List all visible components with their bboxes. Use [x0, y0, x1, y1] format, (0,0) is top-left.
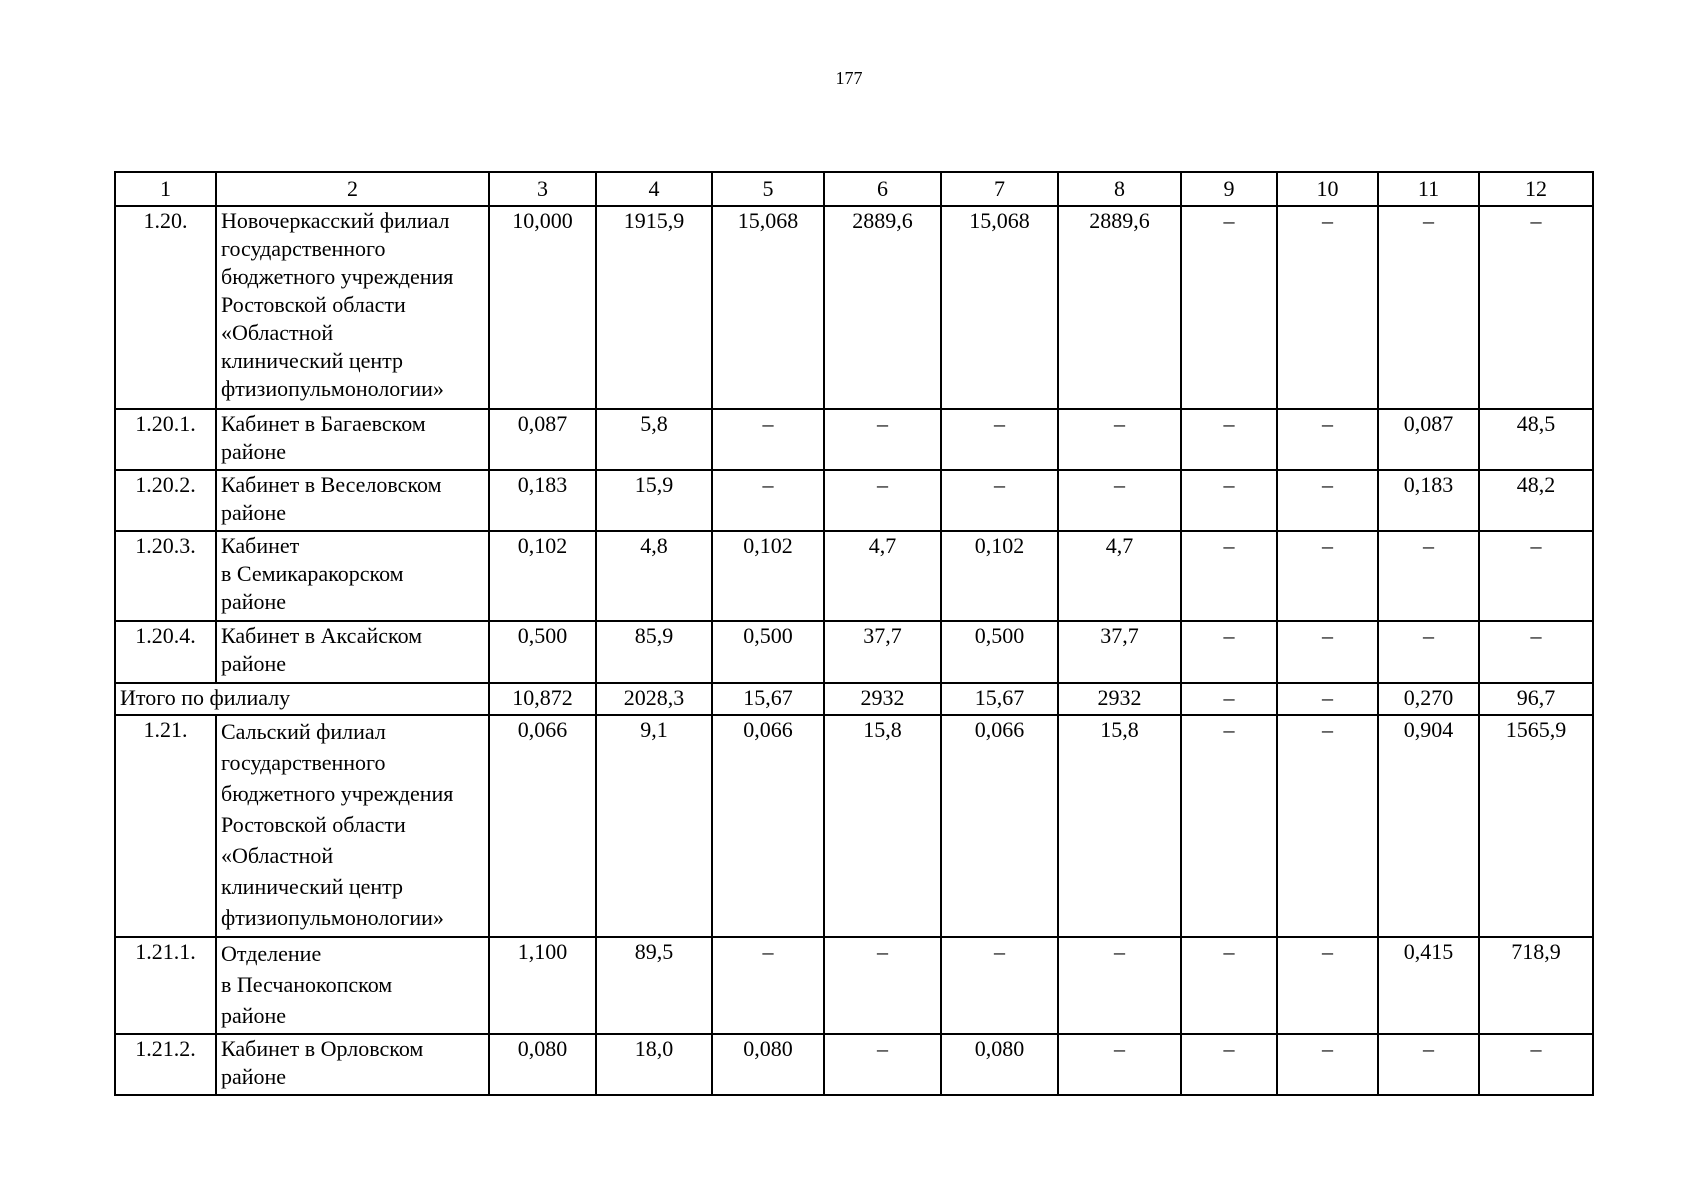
- header-cell: 6: [824, 172, 941, 206]
- table-row: [115, 621, 1593, 683]
- value-cell: 1565,9: [1479, 715, 1593, 937]
- row-id: 1.21.: [115, 715, 216, 937]
- row-name: Кабинет в Багаевском районе: [216, 409, 489, 470]
- table-row: [115, 531, 1593, 621]
- value-cell: 48,5: [1479, 409, 1593, 470]
- value-cell: 2889,6: [824, 206, 941, 409]
- value-cell: –: [1378, 1034, 1479, 1095]
- total-value-cell: 2028,3: [596, 683, 712, 715]
- row-id: 1.20.: [115, 206, 216, 409]
- header-row: [115, 172, 1593, 206]
- total-label: Итого по филиалу: [115, 683, 489, 715]
- row-name: Отделение в Песчанокопском районе: [216, 937, 489, 1034]
- value-cell: 0,080: [941, 1034, 1058, 1095]
- data-table: [114, 171, 1594, 1096]
- total-value-cell: 15,67: [712, 683, 824, 715]
- value-cell: –: [1181, 531, 1277, 621]
- row-id: 1.21.1.: [115, 937, 216, 1034]
- value-cell: –: [1181, 937, 1277, 1034]
- total-value-cell: 96,7: [1479, 683, 1593, 715]
- page-number: 177: [835, 68, 863, 88]
- row-name: Кабинет в Аксайском районе: [216, 621, 489, 683]
- value-cell: 0,904: [1378, 715, 1479, 937]
- header-cell: 3: [489, 172, 596, 206]
- value-cell: –: [1378, 206, 1479, 409]
- value-cell: –: [1181, 470, 1277, 531]
- row-name: Сальский филиал государственного бюджетного учреждения Ростовской области «Областной клинический центр фтизиопульмонологии»: [216, 715, 489, 937]
- row-name: Кабинет в Веселовском районе: [216, 470, 489, 531]
- value-cell: –: [1277, 206, 1378, 409]
- table-row: [115, 937, 1593, 1034]
- value-cell: 0,080: [712, 1034, 824, 1095]
- row-id: 1.20.2.: [115, 470, 216, 531]
- value-cell: –: [1479, 531, 1593, 621]
- value-cell: –: [1378, 531, 1479, 621]
- value-cell: –: [1277, 470, 1378, 531]
- value-cell: 0,183: [1378, 470, 1479, 531]
- value-cell: –: [712, 409, 824, 470]
- row-id: 1.21.2.: [115, 1034, 216, 1095]
- total-row: [115, 683, 1593, 715]
- value-cell: 10,000: [489, 206, 596, 409]
- header-cell: 9: [1181, 172, 1277, 206]
- table-row: [115, 206, 1593, 409]
- total-value-cell: 10,872: [489, 683, 596, 715]
- value-cell: –: [824, 470, 941, 531]
- value-cell: 0,087: [489, 409, 596, 470]
- value-cell: –: [1479, 1034, 1593, 1095]
- value-cell: 1,100: [489, 937, 596, 1034]
- value-cell: 18,0: [596, 1034, 712, 1095]
- value-cell: –: [1277, 937, 1378, 1034]
- header-cell: 12: [1479, 172, 1593, 206]
- value-cell: 37,7: [824, 621, 941, 683]
- value-cell: 4,8: [596, 531, 712, 621]
- value-cell: 0,102: [489, 531, 596, 621]
- value-cell: –: [712, 937, 824, 1034]
- value-cell: 15,068: [941, 206, 1058, 409]
- value-cell: –: [712, 470, 824, 531]
- value-cell: 0,102: [941, 531, 1058, 621]
- value-cell: –: [1479, 621, 1593, 683]
- value-cell: –: [1181, 715, 1277, 937]
- value-cell: 15,8: [824, 715, 941, 937]
- table-row: [115, 1034, 1593, 1095]
- value-cell: 0,080: [489, 1034, 596, 1095]
- value-cell: –: [1181, 409, 1277, 470]
- table-row: [115, 470, 1593, 531]
- value-cell: –: [1277, 1034, 1378, 1095]
- value-cell: 48,2: [1479, 470, 1593, 531]
- header-cell: 8: [1058, 172, 1181, 206]
- value-cell: 85,9: [596, 621, 712, 683]
- value-cell: 718,9: [1479, 937, 1593, 1034]
- value-cell: –: [1058, 937, 1181, 1034]
- header-cell: 2: [216, 172, 489, 206]
- total-value-cell: 15,67: [941, 683, 1058, 715]
- value-cell: –: [1181, 206, 1277, 409]
- value-cell: –: [941, 937, 1058, 1034]
- table-row: [115, 715, 1593, 937]
- value-cell: 89,5: [596, 937, 712, 1034]
- value-cell: 0,066: [489, 715, 596, 937]
- value-cell: –: [824, 409, 941, 470]
- value-cell: 0,500: [489, 621, 596, 683]
- value-cell: 0,087: [1378, 409, 1479, 470]
- value-cell: 15,8: [1058, 715, 1181, 937]
- value-cell: 2889,6: [1058, 206, 1181, 409]
- value-cell: –: [824, 1034, 941, 1095]
- value-cell: –: [1277, 621, 1378, 683]
- value-cell: –: [941, 409, 1058, 470]
- value-cell: –: [1181, 621, 1277, 683]
- value-cell: 4,7: [824, 531, 941, 621]
- row-id: 1.20.1.: [115, 409, 216, 470]
- row-name: Кабинет в Семикаракорском районе: [216, 531, 489, 621]
- value-cell: 15,068: [712, 206, 824, 409]
- row-id: 1.20.4.: [115, 621, 216, 683]
- value-cell: 0,500: [712, 621, 824, 683]
- row-name: Кабинет в Орловском районе: [216, 1034, 489, 1095]
- value-cell: 0,102: [712, 531, 824, 621]
- value-cell: –: [1479, 206, 1593, 409]
- header-cell: 11: [1378, 172, 1479, 206]
- total-value-cell: 0,270: [1378, 683, 1479, 715]
- value-cell: –: [1181, 1034, 1277, 1095]
- value-cell: –: [1277, 409, 1378, 470]
- value-cell: 4,7: [1058, 531, 1181, 621]
- value-cell: 0,500: [941, 621, 1058, 683]
- value-cell: 0,415: [1378, 937, 1479, 1034]
- header-cell: 7: [941, 172, 1058, 206]
- value-cell: 0,066: [941, 715, 1058, 937]
- value-cell: 1915,9: [596, 206, 712, 409]
- total-value-cell: –: [1181, 683, 1277, 715]
- row-name: Новочеркасский филиал государственного бюджетного учреждения Ростовской области «Областной клинический центр фтизиопульмонологии»: [216, 206, 489, 409]
- value-cell: 37,7: [1058, 621, 1181, 683]
- value-cell: –: [1277, 715, 1378, 937]
- table-row: [115, 409, 1593, 470]
- value-cell: –: [1378, 621, 1479, 683]
- header-cell: 4: [596, 172, 712, 206]
- value-cell: –: [1058, 409, 1181, 470]
- value-cell: –: [1058, 470, 1181, 531]
- header-cell: 10: [1277, 172, 1378, 206]
- value-cell: 0,183: [489, 470, 596, 531]
- value-cell: 0,066: [712, 715, 824, 937]
- value-cell: –: [1277, 531, 1378, 621]
- total-value-cell: –: [1277, 683, 1378, 715]
- total-value-cell: 2932: [824, 683, 941, 715]
- value-cell: 9,1: [596, 715, 712, 937]
- row-id: 1.20.3.: [115, 531, 216, 621]
- value-cell: 5,8: [596, 409, 712, 470]
- value-cell: –: [824, 937, 941, 1034]
- value-cell: –: [941, 470, 1058, 531]
- value-cell: 15,9: [596, 470, 712, 531]
- total-value-cell: 2932: [1058, 683, 1181, 715]
- header-cell: 5: [712, 172, 824, 206]
- header-cell: 1: [115, 172, 216, 206]
- value-cell: –: [1058, 1034, 1181, 1095]
